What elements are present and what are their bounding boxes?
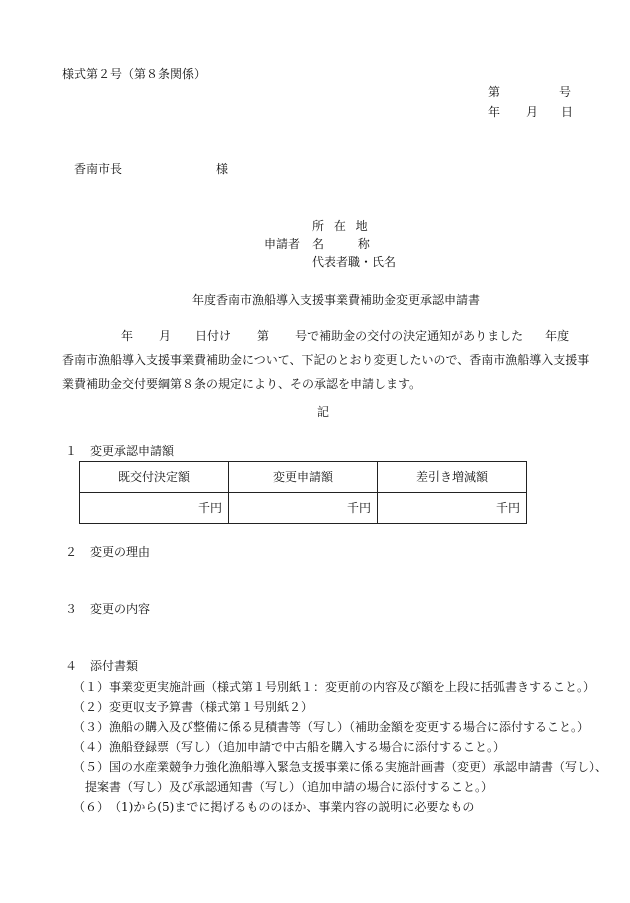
list-item-number: （４） [73, 740, 110, 754]
list-item [73, 677, 596, 697]
list-item-number: （２） [73, 700, 110, 714]
body-line-3: 業費補助金交付要綱第８条の規定により、その承認を申請します。 [62, 377, 422, 391]
section-4-label: 添付書類 [90, 659, 139, 673]
doc-number-dai: 第 [488, 85, 501, 99]
section-4-number: ４ [65, 659, 78, 673]
list-item [73, 757, 608, 777]
cell-current-amount: 千円 [80, 493, 229, 524]
body-year: 年 [121, 329, 134, 343]
section-1-label: 変更承認申請額 [90, 444, 175, 458]
list-item-number: （５） [73, 760, 110, 774]
body-line-1 [62, 324, 582, 348]
applicant-label: 申請者 [264, 237, 301, 251]
date-year: 年 [488, 105, 501, 119]
list-item-number: （３） [73, 720, 110, 734]
list-item-text: （1)から(5)までに掲げるもののほか、事業内容の説明に必要なもの [109, 800, 475, 814]
header-difference: 差引き増減額 [378, 462, 527, 493]
body-line-2: 香南市漁船導入支援事業費補助金について、下記のとおり変更したいので、香南市漁船導入支援事 [62, 353, 590, 367]
attachment-list [73, 677, 608, 817]
section-2-number: ２ [65, 545, 78, 559]
doc-number-go: 号 [559, 85, 572, 99]
table-row [80, 493, 527, 524]
section-2-label: 変更の理由 [90, 545, 151, 559]
body-date-suffix: 日付け [195, 329, 232, 343]
header-requested-amount: 変更申請額 [229, 462, 378, 493]
section-1-number: １ [65, 444, 78, 458]
amount-table [79, 461, 527, 524]
cell-difference: 千円 [378, 493, 527, 524]
list-item-number: （１） [73, 680, 110, 694]
list-item-number: （６） [73, 800, 110, 814]
body-dai: 第 [257, 329, 270, 343]
list-item [73, 697, 593, 717]
list-item-text: 事業変更実施計画（様式第１号別紙１：変更前の内容及び額を上段に括弧書きすること。） [109, 680, 596, 694]
applicant-name-label: 名 称 [312, 237, 370, 251]
header-current-amount: 既交付決定額 [80, 462, 229, 493]
list-item-continuation: 提案書（写し）及び承認通知書（写し）（追加申請の場合に添付すること。） [85, 780, 494, 794]
ki-heading: 記 [317, 405, 330, 419]
form-number: 様式第２号（第８条関係） [62, 67, 207, 81]
body-fiscal-year: 年度 [545, 329, 570, 343]
section-3-number: ３ [65, 602, 78, 616]
applicant-address-label: 所 在 地 [312, 219, 368, 233]
document-title: 年度香南市漁船導入支援事業費補助金変更承認申請書 [192, 293, 481, 307]
cell-requested-amount: 千円 [229, 493, 378, 524]
list-item-text: 変更収支予算書（様式第１号別紙２） [109, 700, 314, 714]
list-item [73, 737, 593, 757]
list-item-text: 漁船登録票（写し）（追加申請で中古船を購入する場合に添付すること。） [109, 740, 506, 754]
list-item [73, 717, 593, 737]
applicant-representative-label: 代表者職・氏名 [312, 255, 397, 269]
list-item [73, 797, 593, 817]
body-month: 月 [159, 329, 172, 343]
addressee-name: 香南市長 [74, 162, 123, 176]
addressee-honorific: 様 [216, 162, 229, 176]
date-month: 月 [526, 105, 539, 119]
body-paragraph [62, 324, 590, 396]
list-item-text: 国の水産業競争力強化漁船導入緊急支援事業に係る実施計画書（変更）承認申請書（写し）、 [109, 760, 608, 774]
list-item-text: 漁船の購入及び整備に係る見積書等（写し）（補助金額を変更する場合に添付すること。） [109, 720, 590, 734]
date-day: 日 [561, 105, 574, 119]
section-3-label: 変更の内容 [90, 602, 151, 616]
table-header-row [80, 462, 527, 493]
body-notice-text: 号で補助金の交付の決定通知がありました [295, 329, 524, 343]
